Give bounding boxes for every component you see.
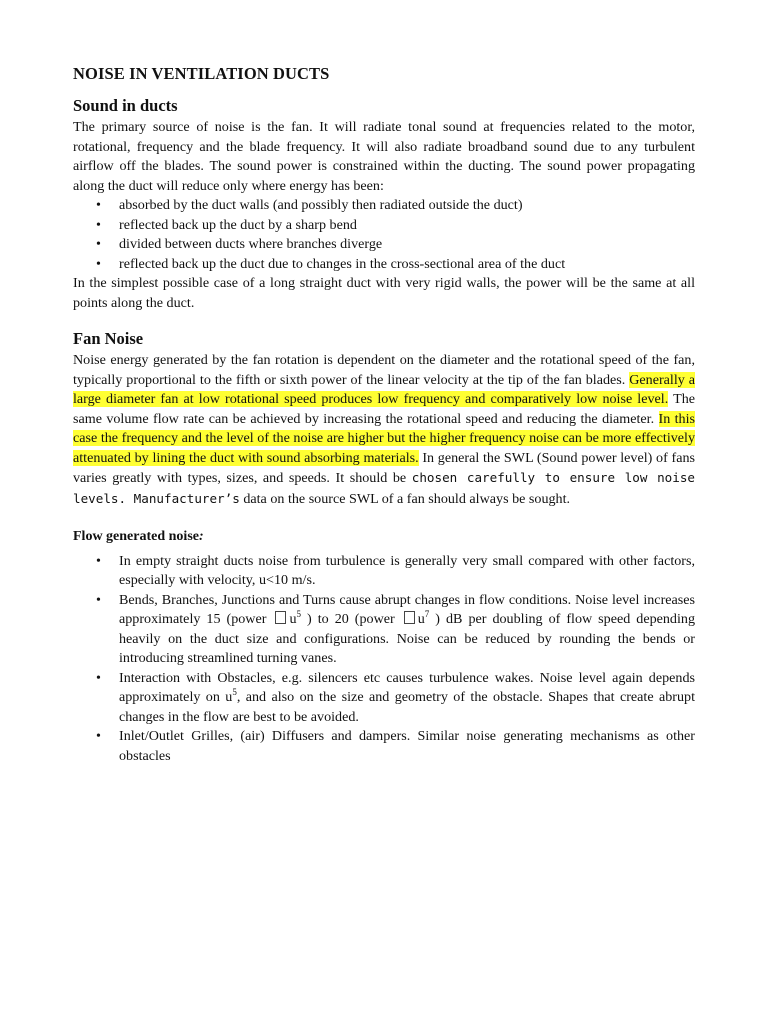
bullet-icon: • (96, 236, 101, 252)
fan-noise-text-3: In general the SWL (Sound power level) of fans varies greatly with types, sizes, and speeds. It should be (73, 449, 695, 486)
section-heading-fan-noise: Fan Noise (73, 329, 144, 348)
list-item (73, 591, 695, 669)
exponent: 5 (296, 609, 301, 619)
energy-loss-list (73, 196, 695, 274)
list-item-text-b: , and also on the size and geometry of the obstacle. Shapes that create abrupt changes in the flow are best to be avoided. (119, 689, 695, 725)
fan-noise-paragraph (73, 351, 695, 509)
exponent: 5 (232, 687, 237, 697)
fan-noise-text-4: data on the source SWL of a fan should always be sought. (239, 490, 571, 507)
fan-noise-text-3-mono: chosen carefully to ensure low noise levels. Manufacturer’s (73, 470, 695, 506)
list-item (73, 727, 695, 766)
list-item-text-a: Bends, Branches, Junctions and Turns cause abrupt changes in flow conditions. Noise level increases approximately 15 (power (119, 591, 695, 627)
list-item-text: reflected back up the duct due to changes in the cross-sectional area of the duct (119, 255, 566, 272)
exponent: 7 (424, 609, 430, 619)
list-item (73, 235, 695, 255)
document-page (73, 64, 695, 766)
bullet-icon: • (96, 728, 101, 744)
section-heading-sound-in-ducts: Sound in ducts (73, 96, 178, 115)
missing-glyph-icon (404, 611, 415, 624)
list-item (73, 255, 695, 275)
velocity-symbol: u (417, 611, 425, 627)
list-item (73, 552, 695, 591)
fan-noise-text-1: Noise energy generated by the fan rotation is dependent on the diameter and the rotational speed of the fan, typically proportional to the fifth or sixth power of the linear velocity at the tip of the fan blades. (73, 352, 695, 388)
sound-in-ducts-intro: The primary source of noise is the fan. It will radiate tonal sound at frequencies related to the motor, rotational, frequency and the blade frequency. It will also radiate broadband sound due to any turbulent airflow off the blades. The sound power is constrained within the ducting. The sound power propagating along the duct will reduce only where energy has been: (73, 119, 695, 194)
fan-noise-highlight-1: Generally a large diameter fan at low rotational speed produces low frequency and comparatively low noise level. (73, 371, 695, 407)
fan-noise-text-2: The same volume flow rate can be achieved by increasing the rotational speed and reducing the diameter. (73, 391, 695, 427)
flow-noise-heading-colon: : (198, 529, 204, 544)
list-item-text-b: ) to 20 (power (307, 611, 395, 627)
list-item-text-c: ) dB per doubling of flow speed depending heavily on the duct size and configurations. Noise can be reduced by rounding the bends or introducing streamlined turning vanes. (119, 611, 695, 666)
missing-glyph-icon (275, 611, 286, 624)
list-item (73, 196, 695, 216)
bullet-icon: • (96, 669, 101, 686)
list-item-text-a: Interaction with Obstacles, e.g. silencers etc causes turbulence wakes. Noise level again depends approximately on u (119, 669, 695, 705)
bullet-icon: • (96, 216, 101, 233)
sound-in-ducts-closing: In the simplest possible case of a long straight duct with very rigid walls, the power will be the same at all points along the duct. (73, 275, 695, 311)
fan-noise-highlight-2: In this case the frequency and the level of the noise are higher but the higher frequency noise can be more effectively attenuated by lining the duct with sound absorbing materials. (73, 410, 695, 466)
bullet-icon: • (96, 255, 101, 272)
flow-noise-heading-text: Flow generated noise (73, 529, 199, 544)
bullet-icon: • (96, 197, 101, 213)
list-item-text: absorbed by the duct walls (and possibly then radiated outside the duct) (119, 197, 523, 213)
list-item (73, 216, 695, 236)
document-title: NOISE IN VENTILATION DUCTS (73, 64, 330, 83)
velocity-symbol: u (289, 611, 297, 627)
list-item-text: reflected back up the duct by a sharp bend (119, 216, 357, 233)
list-item-text: Inlet/Outlet Grilles, (air) Diffusers and dampers. Similar noise generating mechanisms as other obstacles (119, 728, 695, 764)
flow-noise-heading (73, 527, 695, 547)
list-item-text: divided between ducts where branches diverge (119, 236, 383, 252)
flow-noise-list (73, 552, 695, 767)
list-item (73, 669, 695, 728)
bullet-icon: • (96, 552, 101, 569)
bullet-icon: • (96, 591, 101, 608)
list-item-text: In empty straight ducts noise from turbulence is generally very small compared with other factors, especially with velocity, u<10 m/s. (119, 552, 695, 588)
